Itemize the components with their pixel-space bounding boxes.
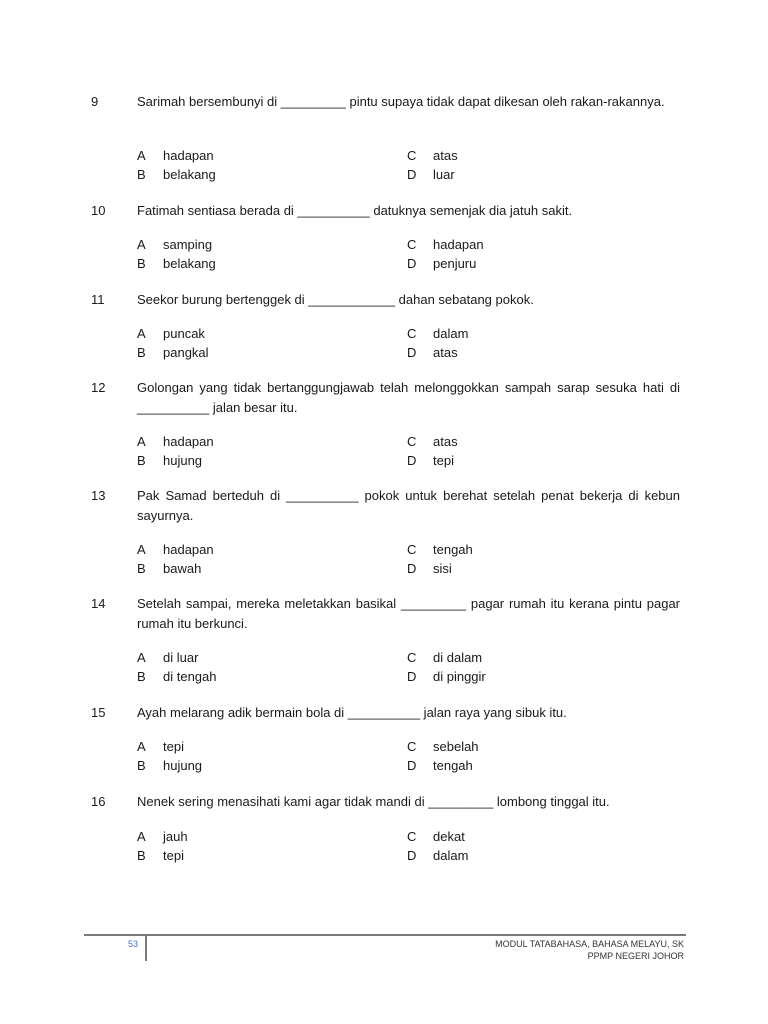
option-d[interactable]: D luar (407, 167, 455, 182)
option-c[interactable]: C hadapan (407, 237, 484, 252)
option-b[interactable]: B di tengah (137, 669, 217, 684)
question-text: Seekor burung bertenggek di ____________ dahan sebatang pokok. (137, 292, 534, 307)
option-b[interactable]: B bawah (137, 561, 202, 576)
option-c[interactable]: C dekat (407, 829, 465, 844)
option-b[interactable]: B belakang (137, 256, 216, 271)
footer-vertical-divider (145, 935, 147, 961)
question-text: Nenek sering menasihati kami agar tidak mandi di _________ lombong tinggal itu. (137, 794, 610, 809)
option-c[interactable]: C atas (407, 148, 458, 163)
option-a[interactable]: A hadapan (137, 434, 214, 449)
question-number: 12 (91, 380, 106, 395)
option-d[interactable]: D penjuru (407, 256, 477, 271)
option-b[interactable]: B hujung (137, 453, 203, 468)
option-d[interactable]: D dalam (407, 848, 469, 863)
option-c[interactable]: C di dalam (407, 650, 483, 665)
question-text: Setelah sampai, mereka meletakkan basikal _________ pagar rumah itu kerana pintu pagar rumah itu berkunci. (137, 596, 680, 631)
option-a[interactable]: A samping (137, 237, 213, 252)
option-a[interactable]: A di luar (137, 650, 199, 665)
option-d[interactable]: D di pinggir (407, 669, 486, 684)
question-text: Sarimah bersembunyi di _________ pintu supaya tidak dapat dikesan oleh rakan-rakannya. (137, 94, 665, 109)
option-b[interactable]: B pangkal (137, 345, 209, 360)
question-number: 15 (91, 705, 106, 720)
question-number: 10 (91, 203, 106, 218)
option-b[interactable]: B hujung (137, 758, 203, 773)
footer-line-2: PPMP NEGERI JOHOR (587, 951, 684, 961)
question-number: 14 (91, 596, 106, 611)
option-a[interactable]: A jauh (137, 829, 188, 844)
option-c[interactable]: C atas (407, 434, 458, 449)
option-d[interactable]: D tengah (407, 758, 473, 773)
option-a[interactable]: A puncak (137, 326, 205, 341)
footer-title (495, 938, 684, 962)
question-number: 11 (91, 292, 105, 307)
page-number: 53 (128, 939, 139, 949)
question-text: Fatimah sentiasa berada di __________ datuknya semenjak dia jatuh sakit. (137, 203, 573, 218)
option-b[interactable]: B tepi (137, 848, 184, 863)
question-number: 13 (91, 488, 106, 503)
option-c[interactable]: C tengah (407, 542, 473, 557)
option-d[interactable]: D atas (407, 345, 458, 360)
option-d[interactable]: D sisi (407, 561, 452, 576)
footer-line-1: MODUL TATABAHASA, BAHASA MELAYU, SK (495, 939, 684, 949)
option-c[interactable]: C dalam (407, 326, 469, 341)
question-text: Ayah melarang adik bermain bola di __________ jalan raya yang sibuk itu. (137, 705, 567, 720)
option-b[interactable]: B belakang (137, 167, 216, 182)
question-text: Golongan yang tidak bertanggungjawab telah melonggokkan sampah sarap sesuka hati di __________ jalan besar itu. (137, 380, 680, 415)
question-number: 16 (91, 794, 106, 809)
option-a[interactable]: A hadapan (137, 542, 214, 557)
option-d[interactable]: D tepi (407, 453, 454, 468)
question-number: 9 (91, 94, 99, 109)
option-a[interactable]: A tepi (137, 739, 184, 754)
option-c[interactable]: C sebelah (407, 739, 479, 754)
option-a[interactable]: A hadapan (137, 148, 214, 163)
footer-divider (84, 934, 686, 936)
question-text: Pak Samad berteduh di __________ pokok untuk berehat setelah penat bekerja di kebun sayurnya. (137, 488, 680, 523)
